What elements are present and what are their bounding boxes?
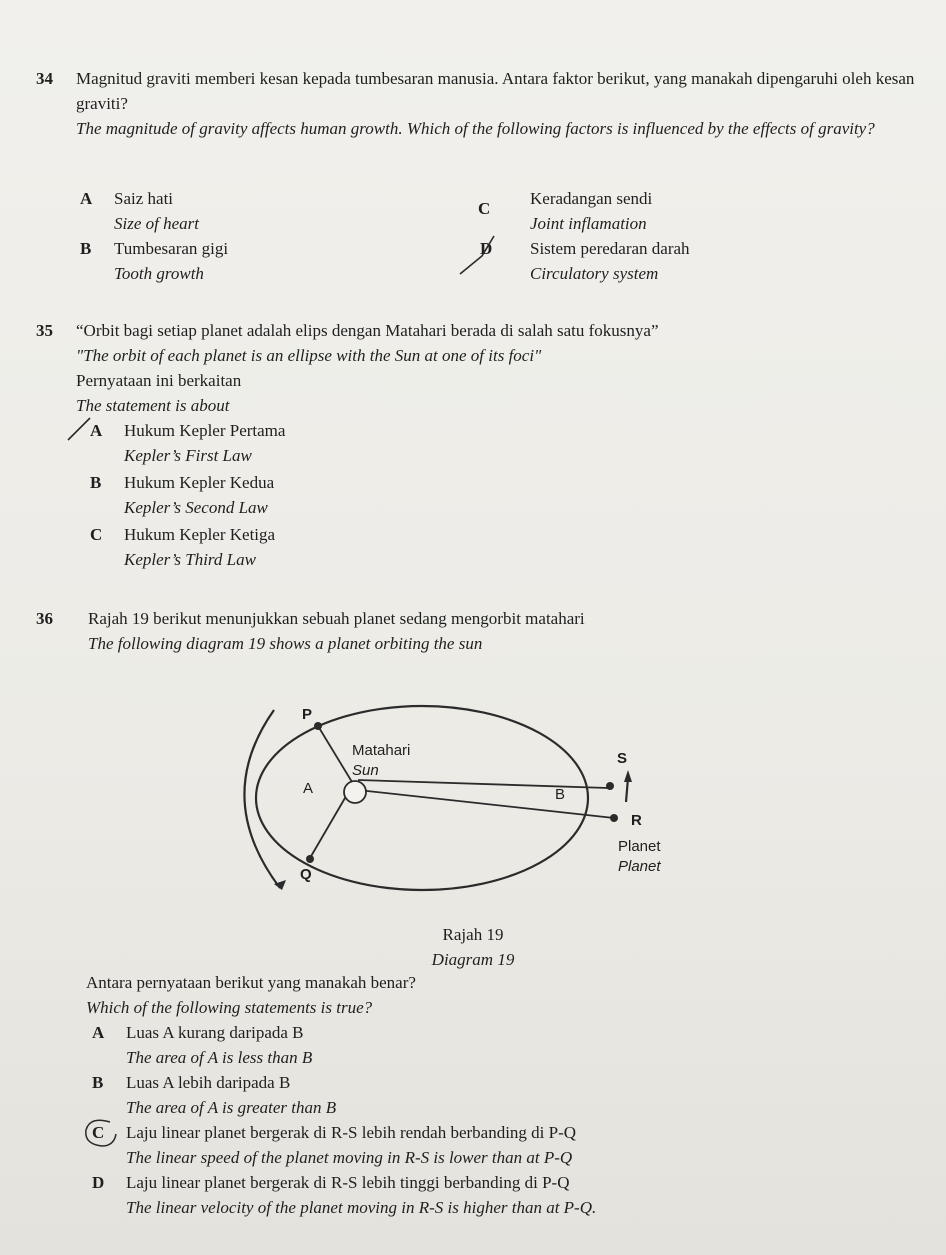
question-prompt-malay: Antara pernyataan berikut yang manakah benar?: [86, 973, 416, 992]
option-c[interactable]: C Keradangan sendi Joint inflamation: [478, 189, 653, 233]
label-a: A: [303, 780, 314, 797]
option-d[interactable]: D Sistem peredaran darah Circulatory system: [480, 239, 690, 283]
line-sun-s: [358, 780, 608, 788]
option-a[interactable]: A Hukum Kepler Pertama Kepler’s First Law: [90, 421, 286, 465]
option-b[interactable]: B Luas A lebih daripada B The area of A is greater than B: [92, 1073, 337, 1117]
point-s: [606, 782, 614, 790]
diagram-caption: [0, 922, 946, 972]
point-p: [314, 722, 322, 730]
q36-options: [92, 1020, 922, 1220]
q34-options-left: [80, 186, 440, 286]
question-number: 34: [36, 69, 53, 88]
question-number: 36: [36, 609, 53, 628]
handwritten-mark: [64, 414, 94, 444]
q35-body: [76, 343, 916, 418]
caption-english: Diagram 19: [431, 950, 515, 969]
option-a[interactable]: A Saiz hati Size of heart: [80, 189, 199, 233]
question-stem-english: The following diagram 19 shows a planet orbiting the sun: [88, 634, 483, 653]
option-c[interactable]: C Hukum Kepler Ketiga Kepler’s Third Law: [90, 525, 276, 569]
question-prompt-english: Which of the following statements is true?: [86, 998, 373, 1017]
question-prompt-english: The statement is about: [76, 396, 230, 415]
question-stem-malay: Magnitud graviti memberi kesan kepada tumbesaran manusia. Antara faktor berikut, yang manakah dipengaruhi oleh kesan graviti?: [76, 69, 915, 113]
line-sun-p: [318, 726, 352, 782]
arrowhead-right: [624, 770, 632, 782]
question-stem-malay: “Orbit bagi setiap planet adalah elips dengan Matahari berada di salah satu fokusnya”: [76, 321, 659, 340]
line-sun-r: [358, 790, 614, 818]
option-a[interactable]: A Luas A kurang daripada B The area of A is less than B: [92, 1023, 313, 1067]
question-number: 35: [36, 321, 53, 340]
q34-options-right: [478, 186, 898, 286]
label-s: S: [617, 750, 628, 767]
question-stem-malay: Rajah 19 berikut menunjukkan sebuah planet sedang mengorbit matahari: [88, 609, 585, 628]
point-r: [610, 814, 618, 822]
question-prompt-malay: Pernyataan ini berkaitan: [76, 371, 242, 390]
label-p: P: [302, 706, 313, 723]
label-q: Q: [300, 866, 312, 883]
label-b: B: [555, 786, 566, 803]
question-stem-english: The magnitude of gravity affects human growth. Which of the following factors is influenced by the effects of gravity?: [76, 119, 875, 138]
sun-circle: [344, 781, 366, 803]
caption-malay: Rajah 19: [442, 925, 504, 944]
option-d[interactable]: D Laju linear planet bergerak di R-S lebih tinggi berbanding di P-Q The linear velocity of the planet moving in R-S is higher than at P-Q.: [92, 1173, 597, 1217]
sun-label-malay: Matahari: [352, 742, 411, 759]
planet-label-malay: Planet: [618, 838, 661, 855]
option-c[interactable]: C Laju linear planet bergerak di R-S lebih rendah berbanding di P-Q The linear speed of the planet moving in R-S is lower than at P-Q: [92, 1123, 577, 1167]
sun-label-english: Sun: [352, 762, 379, 779]
option-b[interactable]: B Tumbesaran gigi Tooth growth: [80, 239, 229, 283]
question-stem-english: "The orbit of each planet is an ellipse with the Sun at one of its foci": [76, 346, 542, 365]
q36-prompt: [86, 970, 926, 1020]
handwritten-tick-mark: [452, 230, 500, 278]
q35-options: [90, 418, 590, 572]
label-r: R: [631, 812, 642, 829]
point-q: [306, 855, 314, 863]
orbit-ellipse: [256, 706, 588, 890]
option-b[interactable]: B Hukum Kepler Kedua Kepler’s Second Law: [90, 473, 275, 517]
planet-label-english: Planet: [618, 858, 661, 875]
handwritten-circle: [80, 1116, 120, 1150]
motion-arc-left: [244, 710, 280, 888]
